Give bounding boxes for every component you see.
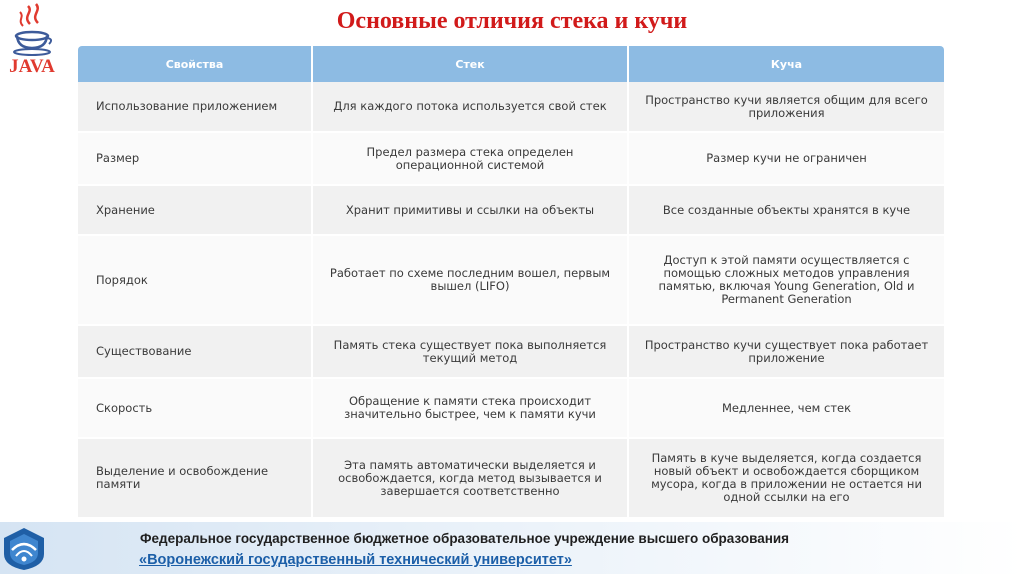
stack-cell: Предел размера стека определен операционной системой — [312, 132, 628, 185]
header-stack: Стек — [312, 46, 628, 82]
property-cell: Существование — [78, 325, 312, 378]
footer-banner — [0, 522, 1024, 574]
table-row — [78, 185, 944, 235]
table-row — [78, 438, 944, 518]
stack-cell: Для каждого потока используется свой стек — [312, 82, 628, 132]
property-cell: Хранение — [78, 185, 312, 235]
page-title: Основные отличия стека и кучи — [336, 8, 688, 34]
property-cell: Порядок — [78, 235, 312, 325]
heap-cell: Пространство кучи существует пока работает приложение — [628, 325, 944, 378]
property-cell: Скорость — [78, 378, 312, 438]
table-row — [78, 82, 944, 132]
heap-cell: Пространство кучи является общим для всего приложения — [628, 82, 944, 132]
stack-cell: Обращение к памяти стека происходит значительно быстрее, чем к памяти кучи — [312, 378, 628, 438]
property-cell: Использование приложением — [78, 82, 312, 132]
stack-cell: Память стека существует пока выполняется текущий метод — [312, 325, 628, 378]
heap-cell: Память в куче выделяется, когда создается новый объект и освобождается сборщиком мусора, когда в приложении не остается ни одной ссылки на его — [628, 438, 944, 518]
stack-cell: Эта память автоматически выделяется и освобождается, когда метод вызывается и завершается соответственно — [312, 438, 628, 518]
heap-cell: Размер кучи не ограничен — [628, 132, 944, 185]
heap-cell: Все созданные объекты хранятся в куче — [628, 185, 944, 235]
table-row — [78, 235, 944, 325]
stack-cell: Хранит примитивы и ссылки на объекты — [312, 185, 628, 235]
header-properties: Свойства — [78, 46, 312, 82]
heap-cell: Медленнее, чем стек — [628, 378, 944, 438]
footer-institution-type: Федеральное государственное бюджетное образовательное учреждение высшего образования — [140, 531, 790, 546]
footer-university-name: «Воронежский государственный технический университет» — [139, 552, 572, 568]
table-header-row — [78, 46, 944, 82]
java-logo-text: JAVA — [9, 56, 55, 77]
heap-cell: Доступ к этой памяти осуществляется с помощью сложных методов управления памятью, включая Young Generation, Old и Permanent Generation — [628, 235, 944, 325]
table-row — [78, 325, 944, 378]
stack-cell: Работает по схеме последним вошел, первым вышел (LIFO) — [312, 235, 628, 325]
header-heap: Куча — [628, 46, 944, 82]
property-cell: Размер — [78, 132, 312, 185]
comparison-table — [78, 46, 944, 519]
table-row — [78, 378, 944, 438]
table-row — [78, 132, 944, 185]
university-emblem-icon — [2, 526, 46, 572]
property-cell: Выделение и освобождение памяти — [78, 438, 312, 518]
